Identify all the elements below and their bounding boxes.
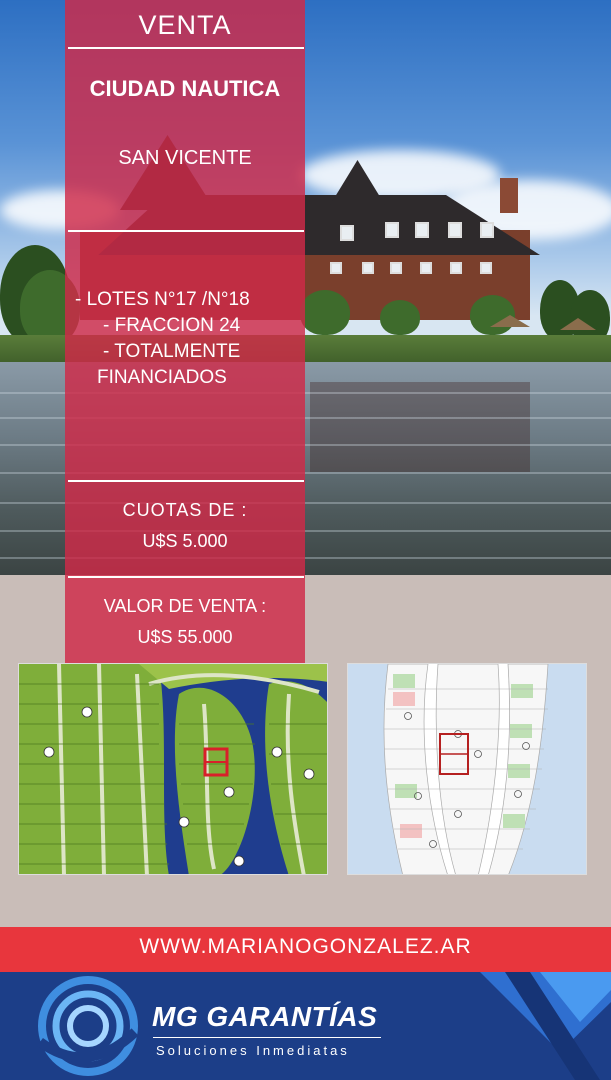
survey-plan-map	[347, 663, 587, 875]
city-name: SAN VICENTE	[118, 147, 252, 169]
lot-plan-map	[18, 663, 328, 875]
sale-price-label: VALOR DE VENTA :	[103, 596, 267, 616]
feature-item: - TOTALMENTE	[103, 341, 241, 362]
divider	[68, 576, 304, 578]
lot-plan-icon	[19, 664, 328, 875]
survey-plan-icon	[348, 664, 587, 875]
feature-item: FINANCIADOS	[97, 367, 227, 388]
feature-item: - FRACCION 24	[103, 315, 241, 336]
location-name: CIUDAD NAUTICA	[89, 76, 281, 101]
divider	[68, 47, 304, 49]
sale-price-value: U$S 55.000	[137, 627, 233, 647]
divider	[68, 480, 304, 482]
installments-label: CUOTAS DE :	[122, 500, 248, 520]
feature-item: - LOTES N°17 /N°18	[75, 289, 250, 310]
website-link[interactable]: WWW.MARIANOGONZALEZ.AR	[139, 935, 472, 958]
panel-title: VENTA	[138, 10, 232, 40]
brand-divider	[153, 1037, 381, 1038]
feature-list	[75, 287, 300, 391]
brand-name: MG GARANTÍAS	[152, 1001, 378, 1032]
divider	[68, 230, 304, 232]
brand-tagline: Soluciones Inmediatas	[156, 1043, 350, 1058]
installments-value: U$S 5.000	[142, 531, 228, 551]
